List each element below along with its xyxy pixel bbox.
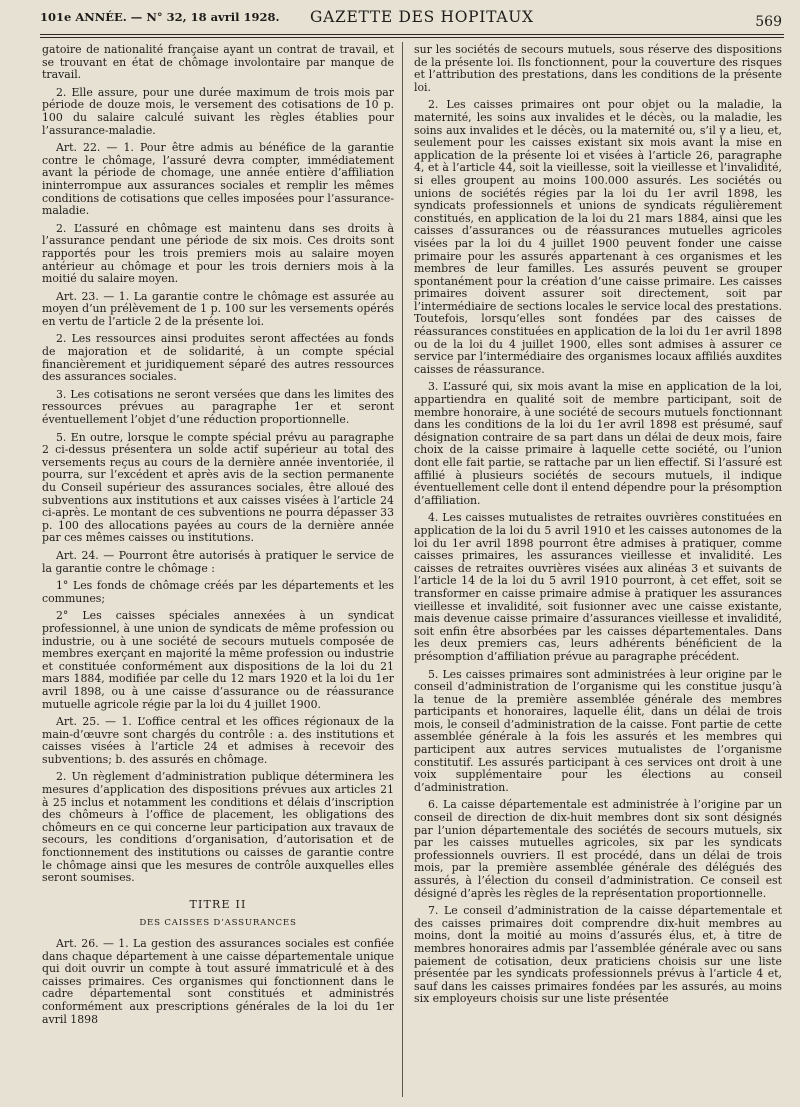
issue-line: 101e ANNÉE. — N° 32, 18 avril 1928. [40, 10, 280, 24]
paragraph: 2° Les caisses spéciales annexées à un syndicat professionnel, à une union de syndicats de même profession ou industrie, ou à une société de secours mutuels composée de membres exerçant en majorité la même profession ou industrie et constituée conformément aux dispositions de la loi du 21 mars 1884, modifiée par celle du 12 mars 1920 et la loi du 1er avril 1898, ou à une caisse d’assurance ou de réassurance mutuelle agricole régie par la loi du 4 juillet 1900. [42, 609, 394, 711]
column-divider [402, 42, 403, 1097]
article-23: Art. 23. — 1. La garantie contre le chômage est assurée au moyen d’un prélèvement de 1 p. 100 sur les versements opérés en vertu de l’article 2 de la présente loi. [42, 289, 394, 328]
page-header [40, 6, 790, 34]
right-column [414, 44, 782, 1011]
paragraph: 3. L’assuré qui, six mois avant la mise en application de la loi, appartiendra en qualité soit de membre participant, soit de membre honoraire, à une société de secours mutuels fonctionnant dans les conditions de la loi du 1er avril 1898 est présumé, sauf désignation contraire de sa part dans un délai de deux mois, faire choix de la caisse primaire à laquelle cette société, ou l’union dont elle fait partie, se rattache par un lien effectif. Si l’assuré est affilié à plusieurs sociétés de secours mutuels, il indique éventuellement celle dont il entend dépendre pour la présomption d’affiliation. [414, 380, 782, 507]
section-title: TITRE II [189, 897, 247, 911]
paragraph: 6. La caisse départementale est administrée à l’origine par un conseil de direction de dix-huit membres dont six sont désignés par l’union départementale des sociétés de secours mutuels, six par les caisses mutuelles agricoles, six par les syndicats professionnels ouvriers. Il est procédé, dans un délai de trois mois, par la première assemblée générale des délégués des assurés, à l’élection du conseil d’administration. Ce conseil est désigné d’après les règles de la représentation proportionnelle. [414, 798, 782, 900]
paragraph: 2. Les ressources ainsi produites seront affectées au fonds de majoration et de solidarité, à un compte spécial financièrement et juridiquement séparé des autres ressources des assurances sociales. [42, 332, 394, 384]
journal-title: GAZETTE DES HOPITAUX [310, 8, 534, 26]
header-rule-thick [40, 34, 784, 35]
paragraph: sur les sociétés de secours mutuels, sous réserve des dispositions de la présente loi. Ils fonctionnent, pour la couverture des risques et l’attribution des prestations, dans les conditions de la présente loi. [414, 43, 782, 94]
paragraph: gatoire de nationalité française ayant un contrat de travail, et se trouvant en état de chômage involontaire par manque de travail. [42, 43, 394, 82]
paragraph: 2. L’assuré en chômage est maintenu dans ses droits à l’assurance pendant une période de six mois. Ces droits sont rapportés pour les trois premiers mois au salaire moyen antérieur au chômage et pour les trois derniers mois à la moitié du salaire moyen. [42, 221, 394, 286]
paragraph: 2. Les caisses primaires ont pour objet ou la maladie, la maternité, les soins aux invalides et le décès, ou la maladie, les soins aux invalides et le décès, ou la maternité ou, s’il y a lieu, et, seulement pour les caisses existant six mois avant la mise en application de la présente loi et visées à l’article 26, paragraphe 4, et à l’article 44, soit la vieillesse, soit la vieillesse et l’invalidité, si elles groupent au moins 100.000 assurés. Les sociétés ou unions de sociétés régies par la loi du 1er avril 1898, les syndicats professionnels et unions de syndicats régulièrement constitués, en application de la loi du 21 mars 1884, ainsi que les caisses d’assurances ou de réassurances mutuelles agricoles visées par la loi du 4 juillet 1900 peuvent fonder une caisse primaire pour les assurés appartenant à ces organismes et les membres de leur familles. Les assurés peuvent se grouper spontanément pour la création d’une caisse primaire. Les caisses primaires doivent assurer soit directement, soit par l’intermédiaire de sections locales le service local des prestations. Toutefois, lorsqu’elles sont fondées par des caisses de réassurances constituées en application de la loi du 1er avril 1898 ou de la loi du 4 juillet 1900, elles sont admises à assurer ce service par l’intermédiaire des organismes locaux affiliés auxdites caisses de réassurance. [414, 98, 782, 376]
article-25: Art. 25. — 1. L’office central et les offices régionaux de la main-d’œuvre sont chargés du contrôle : a. des institutions et caisses visées à l’article 24 et admises à recevoir des subventions; b. des assurés en chômage. [42, 715, 394, 766]
paragraph: 5. En outre, lorsque le compte spécial prévu au paragraphe 2 ci-dessus présentera un solde actif supérieur au total des versements reçus au cours de la dernière année inventoriée, il pourra, sur l’excédent et après avis de la section permanente du Conseil supérieur des assurances sociales, être alloué des subventions aux institutions et aux caisses visées à l’article 24 ci-après. Le montant de ces subventions ne pourra dépasser 33 p. 100 des allocations payées au cours de la dernière année par ces mêmes caisses ou institutions. [42, 430, 394, 545]
article-26: Art. 26. — 1. La gestion des assurances sociales est confiée dans chaque département à une caisse départementale unique qui doit ouvrir un compte à tout assuré immatriculé et à des caisses primaires. Ces organismes qui fonctionnent dans le cadre départemental sont constitués et administrés conformément aux prescriptions générales de la loi du 1er avril 1898 [42, 937, 394, 1026]
paragraph: 5. Les caisses primaires sont administrées à leur origine par le conseil d’administration de l’organisme qui les constitue jusqu’à la tenue de la première assemblée générale des membres participants et honoraires, laquelle élit, dans un délai de trois mois, le conseil d’administration de la caisse. Font partie de cette assemblée générale à la fois les assurés et les membres qui participent aux autres services mutualistes de l’organisme constitutif. Les assurés participant à ces services ont droit à une voix supplémentaire pour les élections au conseil d’administration. [414, 667, 782, 794]
article-22: Art. 22. — 1. Pour être admis au bénéfice de la garantie contre le chômage, l’assuré devra compter, immédiatement avant la période de chomage, une année entière d’affiliation ininterrompue aux assurances sociales et remplir les mêmes conditions de cotisations que celles imposées pour l’assurance-maladie. [42, 141, 394, 218]
article-24: Art. 24. — Pourront être autorisés à pratiquer le service de la garantie contre le chômage : [42, 548, 394, 575]
header-rule-thin [40, 37, 784, 38]
paragraph: 2. Un règlement d’administration publique déterminera les mesures d’application des dispositions prévues aux articles 21 à 25 inclus et notamment les conditions et délais d’inscription des chômeurs à l’office de placement, les obligations des chômeurs en ce qui concerne leur participation aux travaux de secours, les conditions d’organisation, d’autorisation et de fonctionnement des institutions ou caisses de garantie contre le chômage ainsi que les mesures de contrôle auxquelles elles seront soumises. [42, 770, 394, 885]
section-subtitle: DES CAISSES D’ASSURANCES [139, 918, 297, 929]
paragraph: 2. Elle assure, pour une durée maximum de trois mois par période de douze mois, le versement des cotisations de 10 p. 100 du salaire calculé suivant les règles établies pour l’assurance-maladie. [42, 85, 394, 137]
page-number: 569 [755, 14, 782, 30]
paragraph: 7. Le conseil d’administration de la caisse départementale et des caisses primaires doit comprendre dix-huit membres au moins, dont la moitié au moins d’assurés élus, et, à titre de membres honoraires admis par l’assemblée générale avec ou sans paiement de cotisation, deux praticiens choisis sur une liste présentée par les syndicats professionnels prévus à l’article 4 et, sauf dans les caisses primaires fondées par les assurés, au moins six employeurs choisis sur une liste présentée [414, 904, 782, 1006]
left-column [42, 44, 394, 1031]
paragraph: 4. Les caisses mutualistes de retraites ouvrières constituées en application de la loi du 5 avril 1910 et les caisses autonomes de la loi du 1er avril 1898 pourront être admises à pratiquer, comme caisses primaires, les assurances vieillesse et invalidité. Les caisses de retraites ouvrières visées aux alinéas 3 et suivants de l’article 14 de la loi du 5 avril 1910 pourront, à cet effet, soit se transformer en caisse primaire admise à pratiquer les assurances vieillesse et invalidité, soit fusionner avec une caisse existante, mais devenue caisse primaire d’assurances vieillesse et invalidité, soit enfin être absorbées par les caisses départementales. Dans les deux premiers cas, leurs adhérents bénéficient de la présomption d’affiliation prévue au paragraphe précédent. [414, 511, 782, 663]
paragraph: 3. Les cotisations ne seront versées que dans les limites des ressources prévues au paragraphe 1er et seront éventuellement l’objet d’une réduction proportionnelle. [42, 387, 394, 427]
paragraph: 1° Les fonds de chômage créés par les départements et les communes; [42, 579, 394, 605]
